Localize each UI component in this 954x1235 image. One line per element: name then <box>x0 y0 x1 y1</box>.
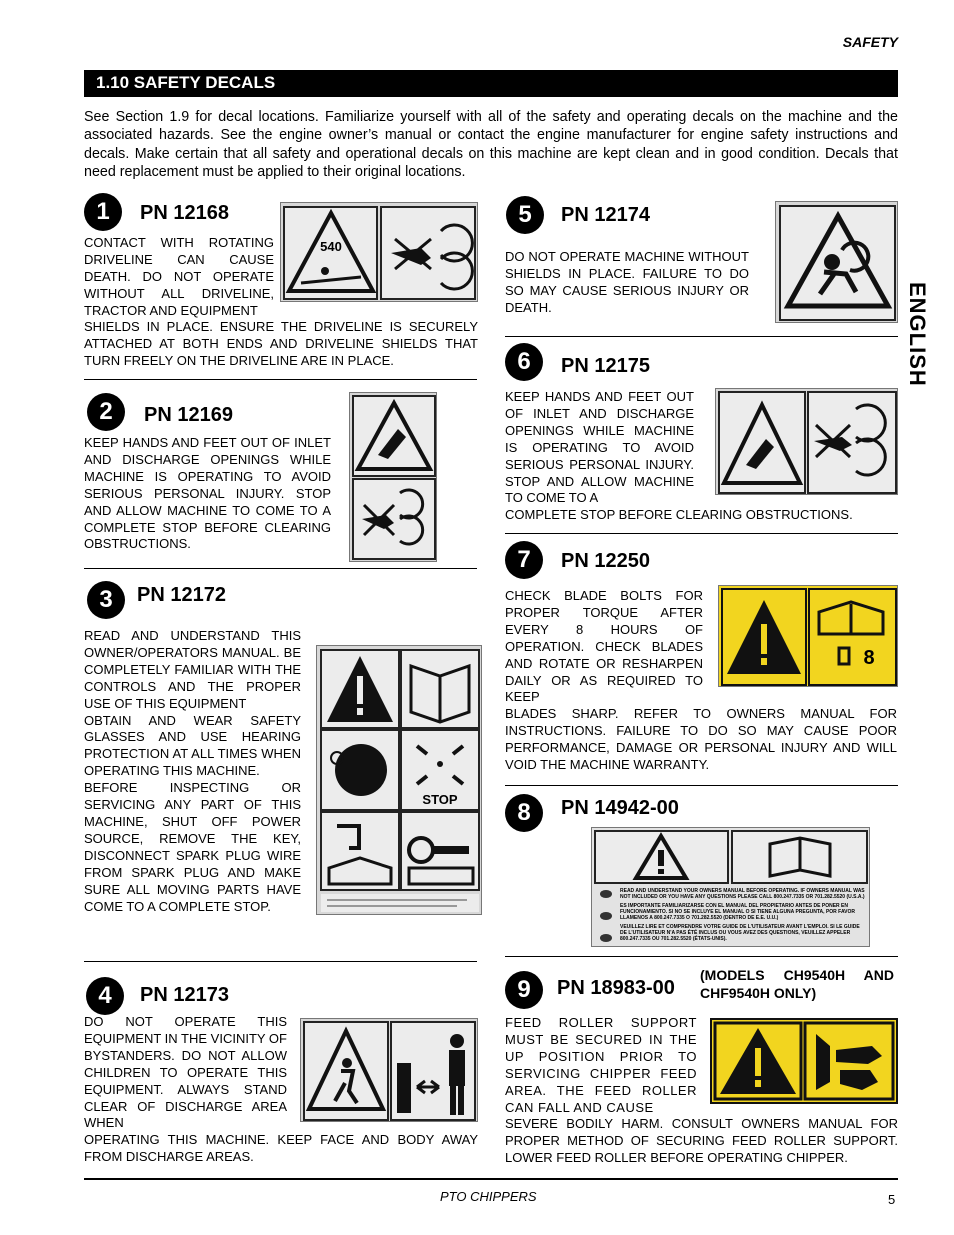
page-number: 5 <box>888 1192 896 1207</box>
decal-1-540-label: 540 <box>320 239 342 254</box>
decal-pn-4: PN 12173 <box>140 984 229 1006</box>
decal-5-text: DO NOT OPERATE MACHINE WITHOUT SHIELDS IN PLACE. FAILURE TO DO SO MAY CAUSE SERIOUS INJURY OR DEATH. <box>505 249 749 315</box>
decal-1-image <box>280 202 478 302</box>
decal-8-flag-icons <box>600 890 614 942</box>
decal-number-4: 4 <box>86 977 124 1015</box>
decal-8-line-fr: VEUILLEZ LIRE ET COMPRENDRE VOTRE GUIDE DE L'UTILISATEUR AVANT L'EMPLOI. SI LE GUIDE DE L'UTILISATEUR N'A PAS ÉTÉ INCLUS OU VOUS AVEZ DES QUESTIONS, VEUILLEZ APPELER 800.247.7335 OU 701.282.5520 (ÉTATS-UNIS). <box>620 924 860 942</box>
decal-number-8: 8 <box>505 794 543 832</box>
decal-1-text-top: CONTACT WITH ROTATING DRIVELINE CAN CAUSE DEATH. DO NOT OPERATE WITHOUT ALL DRIVELINE, TRACTOR AND EQUIPMENT <box>84 235 274 318</box>
divider <box>505 785 898 786</box>
decal-6-image <box>715 388 898 495</box>
flag-icon <box>600 890 612 898</box>
header-section-label: SAFETY <box>842 34 898 50</box>
divider <box>505 956 898 957</box>
decal-2-image <box>349 392 437 562</box>
side-tab-english: ENGLISH <box>905 282 930 387</box>
decal-3-text-1: READ AND UNDERSTAND THIS OWNER/OPERATORS MANUAL. BE COMPLETELY FAMILIAR WITH THE CONTROLS AND THE PROPER USE OF THIS EQUIPMENT <box>84 628 301 711</box>
footer-rule <box>84 1178 898 1180</box>
decal-3-text-2: OBTAIN AND WEAR SAFETY GLASSES AND USE HEARING PROTECTION AT ALL TIMES WHEN OPERATING THIS MACHINE. <box>84 712 301 779</box>
decal-9-models: (MODELS CH9540H AND CHF9540H ONLY) <box>700 967 894 1001</box>
decal-3-text-3: BEFORE INSPECTING OR SERVICING ANY PART OF THIS MACHINE, SHUT OFF POWER SOURCE, REMOVE THE KEY, DISCONNECT SPARK PLUG WIRE FROM SPARK PLUG AND MAKE SURE ALL MOVING PARTS HAVE COME TO A COMPLETE STOP. <box>84 780 301 914</box>
decal-4-image <box>300 1018 478 1122</box>
divider <box>84 379 477 380</box>
section-title: 1.10 SAFETY DECALS <box>84 70 898 97</box>
decal-pn-2: PN 12169 <box>144 404 233 426</box>
flag-icon <box>600 934 612 942</box>
divider <box>84 568 477 569</box>
decal-2-text: KEEP HANDS AND FEET OUT OF INLET AND DISCHARGE OPENINGS WHILE MACHINE IS OPERATING TO AVOID SERIOUS PERSONAL INJURY. STOP AND ALLOW MACHINE TO COME TO A COMPLETE STOP BEFORE CLEARING OBSTRUCTIONS. <box>84 435 331 552</box>
intro-paragraph: See Section 1.9 for decal locations. Familiarize yourself with all of the safety and operating decals on the machine and the associated hazards. See the engine owner’s manual or contact the engine manufacturer for engine safety instructions and decals. Make certain that all safety and operational decals on this machine are kept clean and in good condition. Decals that need replacement must be applied to their original locations. <box>84 109 898 180</box>
divider <box>505 533 898 534</box>
decal-pn-3: PN 12172 <box>137 584 226 606</box>
decal-9-image <box>710 1018 898 1104</box>
decal-8-lines <box>620 888 866 942</box>
footer-title: PTO CHIPPERS <box>440 1189 537 1204</box>
decal-4-text-top: DO NOT OPERATE THIS EQUIPMENT IN THE VICINITY OF BYSTANDERS. DO NOT ALLOW CHILDREN TO OPERATE THIS EQUIPMENT. ALWAYS STAND CLEAR OF DISCHARGE AREA WHEN <box>84 1014 287 1131</box>
decal-number-2: 2 <box>87 393 125 431</box>
decal-number-3: 3 <box>87 581 125 619</box>
decal-8-line-en: READ AND UNDERSTAND YOUR OWNERS MANUAL BEFORE OPERATING. IF OWNERS MANUAL WAS NOT INCLUDED OR YOU HAVE ANY QUESTIONS PLEASE CALL 800.247.7335 OR 701.282.5520 (U.S.A.) <box>620 888 865 900</box>
decal-1-text-bottom: SHIELDS IN PLACE. ENSURE THE DRIVELINE IS SECURELY ATTACHED AT BOTH ENDS AND DRIVELINE SHIELDS THAT TURN FREELY ON THE DRIVELINE ARE IN PLACE. <box>84 319 478 368</box>
decal-3-stop-label: STOP <box>422 792 458 807</box>
decal-number-6: 6 <box>505 343 543 381</box>
decal-number-5: 5 <box>506 196 544 234</box>
decal-7-text-top: CHECK BLADE BOLTS FOR PROPER TORQUE AFTER EVERY 8 HOURS OF OPERATION. CHECK BLADES AND ROTATE OR RESHARPEN DAILY OR AS REQUIRED TO KEEP <box>505 588 703 705</box>
decal-9-text-top: FEED ROLLER SUPPORT MUST BE SECURED IN THE UP POSITION PRIOR TO SERVICING CHIPPER FEED AREA. THE FEED ROLLER CAN FALL AND CAUSE <box>505 1015 697 1115</box>
decal-8-image <box>591 827 870 947</box>
decal-5-image <box>775 201 898 323</box>
decal-4-text-bottom: OPERATING THIS MACHINE. KEEP FACE AND BODY AWAY FROM DISCHARGE AREAS. <box>84 1132 478 1164</box>
decal-3-image <box>316 645 482 915</box>
decal-7-hour-label: 8 <box>863 647 875 669</box>
decal-pn-9: PN 18983-00 <box>557 977 675 999</box>
divider <box>505 336 898 337</box>
flag-icon <box>600 912 612 920</box>
decal-pn-5: PN 12174 <box>561 204 650 226</box>
decal-number-7: 7 <box>505 541 543 579</box>
decal-number-9: 9 <box>505 971 543 1009</box>
decal-8-line-es: ES IMPORTANTE FAMILIARIZARSE CON EL MANUAL DEL PROPIETARIO ANTES DE PONER EN FUNCIONAMIENTO. SI NO SE INCLUYE EL MANUAL O SI TIENE ALGUNA PREGUNTA, POR FAVOR LLAMENOS A 800.247.7335 O 701.282.5520 (DENTRO DE E.E. U.U.) <box>620 903 856 921</box>
decal-3-text <box>84 628 301 915</box>
decal-pn-8: PN 14942-00 <box>561 797 679 819</box>
decal-pn-1: PN 12168 <box>140 202 229 224</box>
decal-number-1: 1 <box>84 193 122 231</box>
decal-7-image <box>718 585 898 687</box>
decal-pn-7: PN 12250 <box>561 550 650 572</box>
decal-6-text-top: KEEP HANDS AND FEET OUT OF INLET AND DISCHARGE OPENINGS WHILE MACHINE IS OPERATING TO AVOID SERIOUS PERSONAL INJURY. STOP AND ALLOW MACHINE TO COME TO A <box>505 389 694 506</box>
decal-pn-6: PN 12175 <box>561 355 650 377</box>
divider <box>84 961 477 962</box>
decal-6-text-bottom: COMPLETE STOP BEFORE CLEARING OBSTRUCTIONS. <box>505 507 853 522</box>
decal-7-text-bottom: BLADES SHARP. REFER TO OWNERS MANUAL FOR INSTRUCTIONS. FAILURE TO DO SO MAY CAUSE POOR PERFORMANCE, DAMAGE OR PERSONAL INJURY AND WILL VOID THE MACHINE WARRANTY. <box>505 706 897 772</box>
decal-9-text-bottom: SEVERE BODILY HARM. CONSULT OWNERS MANUAL FOR PROPER METHOD OF SECURING FEED ROLLER SUPPORT. LOWER FEED ROLLER BEFORE OPERATING CHIPPER. <box>505 1116 898 1165</box>
